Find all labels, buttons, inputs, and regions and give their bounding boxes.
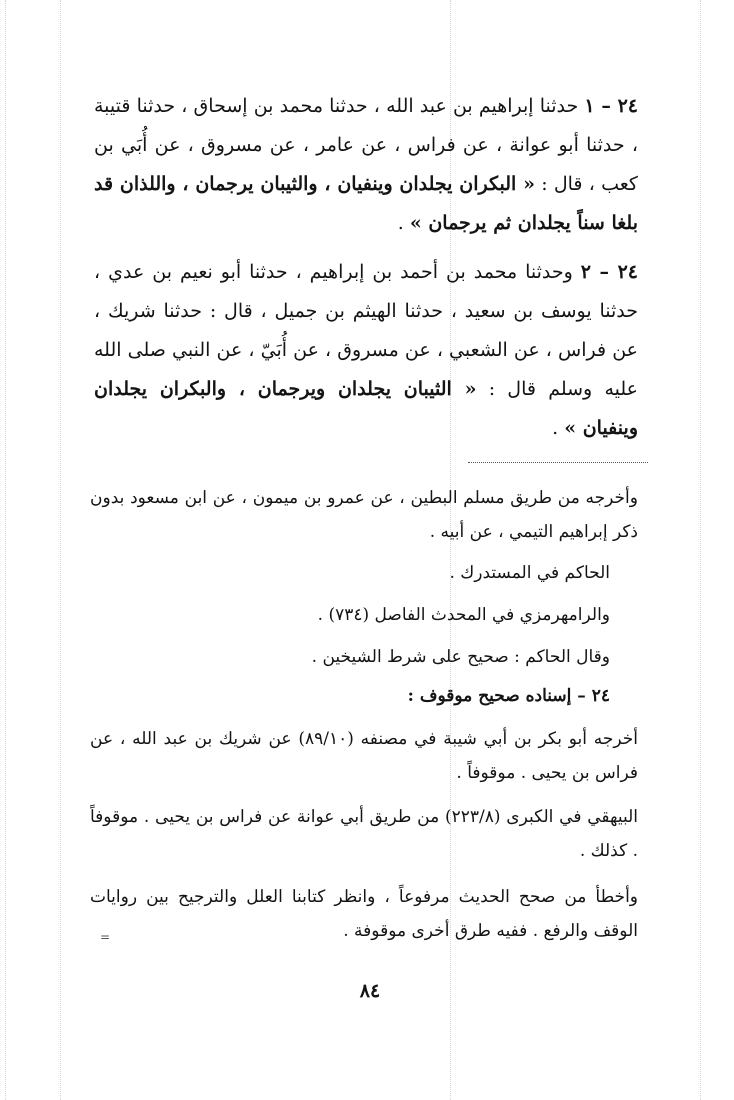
hadith-24-1	[94, 87, 638, 243]
footnote-text: أخرجه أبو بكر بن أبي شيبة في مصنفه (٨٩/١٠) عن شريك بن عبد الله ، عن فراس بن يحيى . موقوفاً .	[90, 729, 638, 783]
footnote-text: وأخرجه من طريق مسلم البطين ، عن عمرو بن ميمون ، عن ابن مسعود بدون ذكر إبراهيم التيمي ، عن أبيه .	[90, 488, 638, 542]
hadith-quote: « الثيبان يجلدان ويرجمان ، والبكران يجلدان وينفيان »	[94, 378, 638, 439]
footnote-text: وأخطأ من صحح الحديث مرفوعاً ، وانظر كتابنا العلل والترجيح بين روايات الوقف والرفع . ففيه طرق أخرى موقوفة .	[90, 887, 638, 941]
hadith-quote: « البكران يجلدان وينفيان ، والثيبان يرجمان ، واللذان قد بلغا سناً يجلدان ثم يرجمان »	[94, 173, 638, 234]
footnote-divider	[468, 462, 648, 463]
footnote-text: الحاكم في المستدرك .	[449, 563, 610, 583]
hadith-chain: حدثنا إبراهيم بن عبد الله ، حدثنا محمد بن إسحاق ، حدثنا قتيبة ، حدثنا أبو عوانة ، عن فراس ، عن عامر ، عن مسروق ، عن أُبَي بن كعب ، قال :	[94, 95, 638, 195]
footnote-text: والرامهرمزي في المحدث الفاصل (٧٣٤) .	[317, 605, 610, 625]
scan-guide-line	[700, 0, 701, 1100]
footnote-text: البيهقي في الكبرى (٢٢٣/٨) من طريق أبي عوانة عن فراس بن يحيى . موقوفاً . كذلك .	[90, 807, 638, 861]
hadith-end: .	[397, 212, 410, 234]
hadith-end: .	[552, 417, 565, 439]
margin-mark: =	[100, 930, 111, 944]
hadith-number: ٢٤ – ١	[584, 95, 639, 117]
scan-guide-line	[60, 0, 61, 1100]
page-number: ٨٤	[359, 980, 381, 1002]
footnote-heading: ٢٤ – إسناده صحيح موقوف :	[407, 686, 610, 706]
footnote-text: وقال الحاكم : صحيح على شرط الشيخين .	[311, 647, 610, 667]
hadith-chain: وحدثنا محمد بن أحمد بن إبراهيم ، حدثنا أبو نعيم بن عدي ، حدثنا يوسف بن سعيد ، حدثنا الهيثم بن جميل ، قال : حدثنا شريك ، عن فراس ، عن الشعبي ، عن مسروق ، عن أُبَيّ ، عن النبي صلى الله عليه وسلم قال :	[94, 261, 638, 400]
hadith-24-2	[94, 253, 638, 448]
scan-guide-line	[5, 0, 6, 1100]
hadith-number: ٢٤ – ٢	[580, 261, 638, 283]
